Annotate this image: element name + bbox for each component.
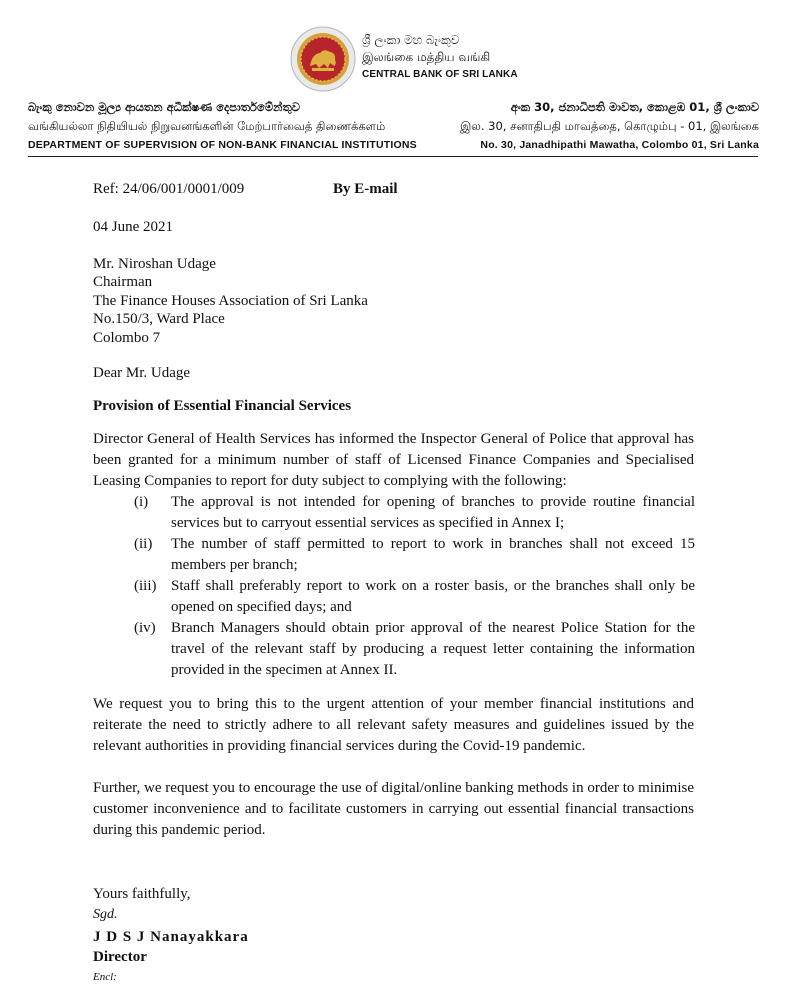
signed-mark: Sgd.: [93, 907, 118, 922]
address-sinhala: අංක 30, ජනාධිපති මාවත, කොළඹ 01, ශ්‍රී ලංකාව: [510, 100, 759, 114]
recipient-title: Chairman: [93, 274, 153, 290]
reference-number: Ref: 24/06/001/0001/009: [93, 181, 245, 197]
signatory-name: J D S J Nanayakkara: [93, 929, 249, 945]
letter-date: 04 June 2021: [93, 219, 173, 235]
department-english: DEPARTMENT OF SUPERVISION OF NON-BANK FINANCIAL INSTITUTIONS: [28, 139, 417, 151]
central-bank-seal-icon: [290, 26, 356, 92]
bank-name-tamil: இலங்கை மத்திய வங்கி: [362, 50, 491, 64]
list-item-number: (ii): [134, 536, 153, 552]
delivery-method: By E-mail: [333, 181, 398, 197]
bank-name-english: CENTRAL BANK OF SRI LANKA: [362, 69, 518, 80]
department-block: [28, 98, 417, 155]
salutation: Dear Mr. Udage: [93, 365, 191, 381]
address-english: No. 30, Janadhipathi Mawatha, Colombo 01, Sri Lanka: [480, 139, 759, 151]
request-paragraph: We request you to bring this to the urgent attention of your member financial institutions and reiterate the need to strictly adhere to all relevant safety measures and guidelines issued by the relevant authorities in providing financial services during the Covid-19 pandemic.: [93, 696, 694, 754]
digital-banking-paragraph: Further, we request you to encourage the use of digital/online banking methods in order to minimise customer inconvenience and to facilitate customers in carrying out essential financial transactions during this pandemic period.: [93, 780, 694, 838]
recipient-organization: The Finance Houses Association of Sri Lanka: [93, 293, 368, 309]
intro-paragraph: Director General of Health Services has informed the Inspector General of Police that approval has been granted for a minimum number of staff of Licensed Finance Companies and Specialised Leasing Companies to report for duty subject to complying with the following:: [93, 431, 694, 489]
list-item-number: (i): [134, 494, 149, 510]
list-item: [134, 576, 695, 618]
address-tamil: இல. 30, சனாதிபதி மாவத்தை, கொழும்பு - 01, இலங்கை: [460, 119, 759, 133]
department-sinhala: බැංකු නොවන මූල්‍ය ආයතන අධීක්ෂණ දෙපාර්තමේන්තුව: [28, 100, 301, 114]
signatory-title: Director: [93, 949, 147, 965]
list-item-text: The approval is not intended for opening of branches to provide routine financial services but to carryout essential services as specified in Annex I;: [171, 494, 695, 531]
conditions-list: [134, 492, 695, 681]
enclosure-label: Encl:: [93, 971, 117, 983]
bank-name-sinhala: ශ්‍රී ලංකා මහ බැංකුව: [362, 33, 460, 47]
list-item: [134, 492, 695, 534]
list-item-text: The number of staff permitted to report to work in branches shall not exceed 15 members per branch;: [171, 536, 695, 573]
list-item-number: (iv): [134, 620, 156, 636]
department-tamil: வங்கியல்லா நிதியியல் நிறுவனங்களின் மேற்பார்வைத் திணைக்களம்: [28, 119, 386, 133]
bank-name-block: [362, 32, 518, 83]
letter-subject: Provision of Essential Financial Services: [93, 398, 352, 414]
address-block: [460, 98, 759, 155]
list-item: [134, 534, 695, 576]
header-divider: [28, 156, 758, 157]
list-item: [134, 618, 695, 681]
list-item-text: Branch Managers should obtain prior approval of the nearest Police Station for the travel of the relevant staff by producing a request letter containing the information provided in the specimen at Annex II.: [171, 620, 695, 678]
list-item-text: Staff shall preferably report to work on a roster basis, or the branches shall only be opened on specified days; and: [171, 578, 695, 615]
list-item-number: (iii): [134, 578, 157, 594]
closing-phrase: Yours faithfully,: [93, 886, 191, 902]
recipient-name: Mr. Niroshan Udage: [93, 256, 216, 272]
recipient-address-line1: No.150/3, Ward Place: [93, 311, 225, 327]
recipient-address-line2: Colombo 7: [93, 330, 161, 346]
